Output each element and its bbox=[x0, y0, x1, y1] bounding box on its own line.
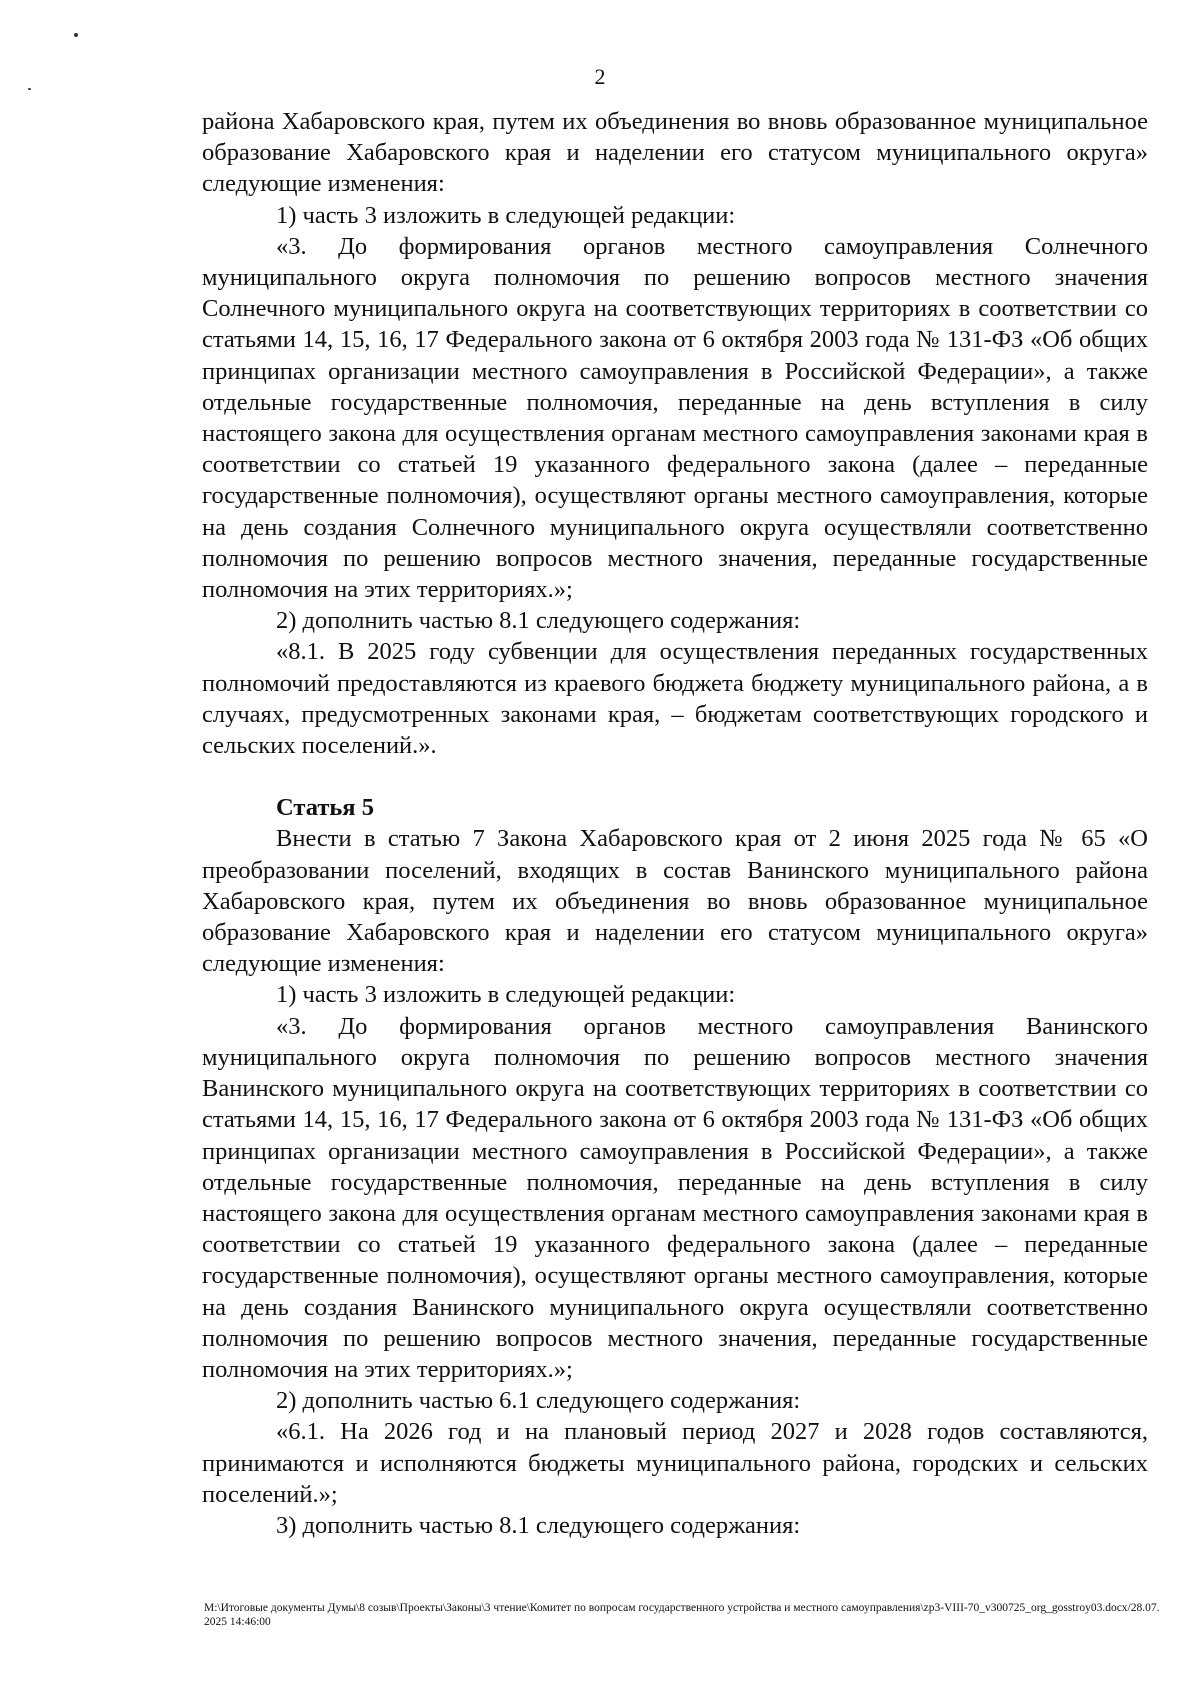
paragraph: 1) часть 3 изложить в следующей редакции: bbox=[276, 981, 736, 1009]
paragraph: 2) дополнить частью 8.1 следующего содержания: bbox=[276, 607, 801, 635]
paragraph: 3) дополнить частью 8.1 следующего содержания: bbox=[276, 1511, 801, 1539]
page-number: 2 bbox=[594, 64, 606, 89]
paragraph: 1) часть 3 изложить в следующей редакции: bbox=[276, 201, 736, 229]
file-path-footer: M:\Итоговые документы Думы\8 созыв\Проекты\Законы\3 чтение\Комитет по вопросам государственного устройства и местного самоуправления\zp3-VIII-70_v300725_org_gosstroy03.docx/28.07.2025 14:46:00 bbox=[204, 1602, 1160, 1628]
paragraph: Внести в статью 7 Закона Хабаровского края от 2 июня 2025 года № 65 «О преобразовании поселений, входящих в состав Ванинского муниципального района Хабаровского края, путем их объединения во вновь образованное муниципальное образование Хабаровского края и наделении его статусом муниципального округа» следующие изменения: bbox=[202, 825, 1148, 978]
article-heading: Статья 5 bbox=[276, 794, 374, 822]
paragraph: района Хабаровского края, путем их объединения во вновь образованное муниципальное образование Хабаровского края и наделении его статусом муниципального округа» следующие изменения: bbox=[202, 108, 1148, 198]
scan-speck bbox=[74, 33, 78, 37]
paragraph: «3. До формирования органов местного самоуправления Ванинского муниципального округа полномочия по решению вопросов местного значения Ванинского муниципального округа на соответствующих территориях в соответствии со статьями 14, 15, 16, 17 Федерального закона от 6 октября 2003 года № 131-ФЗ «Об общих принципах организации местного самоуправления в Российской Федерации», а также отдельные государственные полномочия, переданные на день вступления в силу настоящего закона для осуществления органам местного самоуправления законами края в соответствии со статьей 19 указанного федерального закона (далее – переданные государственные полномочия), осуществляют органы местного самоуправления, которые на день создания Ванинского муниципального округа осуществляли соответственно полномочия по решению вопросов местного значения, переданные государственные полномочия на этих территориях.»; bbox=[202, 1012, 1148, 1383]
paragraph: «6.1. На 2026 год и на плановый период 2027 и 2028 годов составляются, принимаются и исполняются бюджеты муниципального района, городских и сельских поселений.»; bbox=[202, 1418, 1148, 1508]
paragraph: 2) дополнить частью 6.1 следующего содержания: bbox=[276, 1387, 801, 1415]
paragraph: «8.1. В 2025 году субвенции для осуществления переданных государственных полномочий предоставляются из краевого бюджета бюджету муниципального района, а в случаях, предусмотренных законами края, – бюджетам соответствующих городского и сельских поселений.». bbox=[202, 638, 1148, 760]
paragraph: «3. До формирования органов местного самоуправления Солнечного муниципального округа полномочия по решению вопросов местного значения Солнечного муниципального округа на соответствующих территориях в соответствии со статьями 14, 15, 16, 17 Федерального закона от 6 октября 2003 года № 131-ФЗ «Об общих принципах организации местного самоуправления в Российской Федерации», а также отдельные государственные полномочия, переданные на день вступления в силу настоящего закона для осуществления органам местного самоуправления законами края в соответствии со статьей 19 указанного федерального закона (далее – переданные государственные полномочия), осуществляют органы местного самоуправления, которые на день создания Солнечного муниципального округа осуществляли соответственно полномочия по решению вопросов местного значения, переданные государственные полномочия на этих территориях.»; bbox=[202, 232, 1148, 604]
document-body bbox=[202, 106, 1148, 1541]
